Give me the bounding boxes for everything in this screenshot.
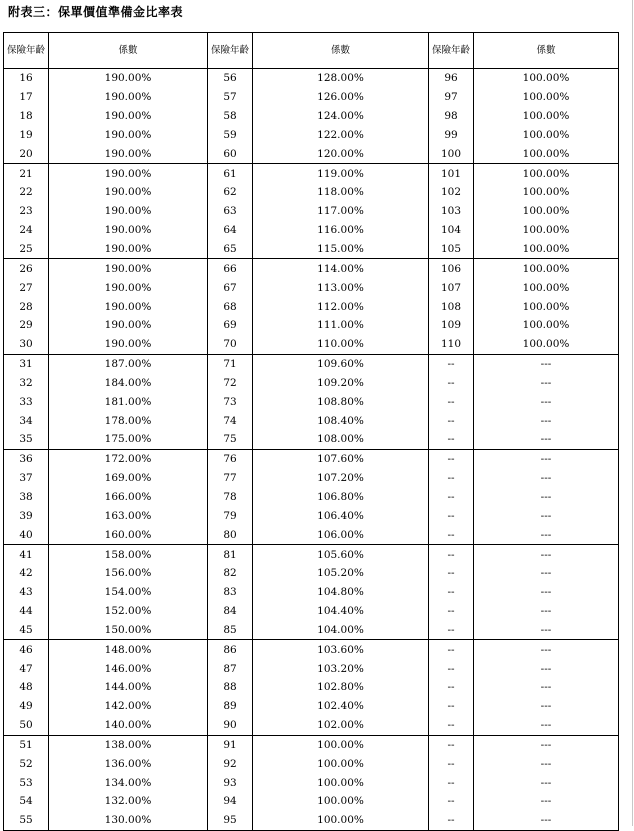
age-cell-2: 81 (208, 545, 253, 564)
age-cell-3: -- (429, 525, 474, 544)
age-cell-2: 68 (208, 297, 253, 316)
age-cell-1: 28 (4, 297, 49, 316)
table-row (4, 240, 619, 259)
age-cell-2: 84 (208, 602, 253, 621)
coef-cell-3: 100.00% (474, 297, 619, 316)
table-row (4, 88, 619, 107)
age-cell-1: 43 (4, 583, 49, 602)
age-cell-3: -- (429, 716, 474, 735)
age-cell-1: 38 (4, 488, 49, 507)
age-cell-1: 46 (4, 640, 49, 659)
age-cell-1: 34 (4, 411, 49, 430)
age-cell-1: 21 (4, 164, 49, 183)
coef-cell-2: 120.00% (253, 144, 429, 163)
coef-cell-3: --- (474, 811, 619, 830)
age-cell-1: 17 (4, 88, 49, 107)
coef-cell-1: 142.00% (49, 697, 208, 716)
coef-cell-1: 150.00% (49, 620, 208, 639)
coef-cell-2: 108.00% (253, 430, 429, 449)
age-cell-2: 69 (208, 316, 253, 335)
age-cell-3: -- (429, 792, 474, 811)
age-cell-1: 19 (4, 126, 49, 145)
table-row (4, 354, 619, 373)
age-cell-2: 94 (208, 792, 253, 811)
coef-cell-3: 100.00% (474, 335, 619, 354)
age-cell-2: 60 (208, 144, 253, 163)
coef-cell-1: 172.00% (49, 449, 208, 468)
coef-cell-3: --- (474, 488, 619, 507)
age-cell-2: 73 (208, 392, 253, 411)
age-cell-1: 53 (4, 773, 49, 792)
coef-cell-2: 106.00% (253, 525, 429, 544)
age-cell-2: 65 (208, 240, 253, 259)
coef-cell-2: 118.00% (253, 183, 429, 202)
coef-cell-3: --- (474, 506, 619, 525)
coef-cell-1: 138.00% (49, 735, 208, 754)
age-cell-2: 75 (208, 430, 253, 449)
age-cell-1: 31 (4, 354, 49, 373)
coef-cell-3: 100.00% (474, 202, 619, 221)
coef-cell-1: 190.00% (49, 240, 208, 259)
coef-cell-3: --- (474, 525, 619, 544)
coef-cell-1: 190.00% (49, 259, 208, 278)
age-cell-1: 51 (4, 735, 49, 754)
age-cell-3: -- (429, 564, 474, 583)
age-cell-1: 27 (4, 278, 49, 297)
age-cell-2: 90 (208, 716, 253, 735)
table-row (4, 164, 619, 183)
age-cell-3: 105 (429, 240, 474, 259)
coef-cell-1: 146.00% (49, 659, 208, 678)
coef-cell-3: --- (474, 469, 619, 488)
age-cell-1: 40 (4, 525, 49, 544)
age-cell-3: -- (429, 449, 474, 468)
age-cell-2: 89 (208, 697, 253, 716)
table-row (4, 525, 619, 544)
age-cell-3: 103 (429, 202, 474, 221)
age-cell-2: 61 (208, 164, 253, 183)
coef-cell-1: 175.00% (49, 430, 208, 449)
age-cell-2: 88 (208, 678, 253, 697)
age-cell-2: 64 (208, 221, 253, 240)
header-coef-3: 係數 (474, 33, 619, 69)
table-row (4, 545, 619, 564)
header-age-2: 保險年齡 (208, 33, 253, 69)
table-row (4, 278, 619, 297)
coef-cell-3: --- (474, 602, 619, 621)
table-row (4, 792, 619, 811)
table-row (4, 773, 619, 792)
coef-cell-1: 154.00% (49, 583, 208, 602)
age-cell-1: 18 (4, 107, 49, 126)
coef-cell-1: 190.00% (49, 69, 208, 88)
age-cell-1: 20 (4, 144, 49, 163)
coef-cell-3: 100.00% (474, 316, 619, 335)
age-cell-3: -- (429, 392, 474, 411)
coef-cell-3: 100.00% (474, 88, 619, 107)
coef-cell-1: 144.00% (49, 678, 208, 697)
age-cell-3: -- (429, 354, 474, 373)
table-row (4, 144, 619, 163)
age-cell-3: -- (429, 374, 474, 393)
coef-cell-3: 100.00% (474, 69, 619, 88)
coef-cell-3: --- (474, 374, 619, 393)
coef-cell-2: 126.00% (253, 88, 429, 107)
coef-cell-1: 190.00% (49, 278, 208, 297)
coef-cell-2: 128.00% (253, 69, 429, 88)
coef-cell-2: 100.00% (253, 735, 429, 754)
age-cell-1: 23 (4, 202, 49, 221)
coef-cell-3: --- (474, 354, 619, 373)
coef-cell-2: 102.40% (253, 697, 429, 716)
coef-cell-3: 100.00% (474, 278, 619, 297)
coef-cell-2: 107.60% (253, 449, 429, 468)
header-age-3: 保險年齡 (429, 33, 474, 69)
coef-cell-3: --- (474, 564, 619, 583)
coef-cell-1: 190.00% (49, 144, 208, 163)
coef-cell-3: 100.00% (474, 183, 619, 202)
coef-cell-2: 104.40% (253, 602, 429, 621)
table-row (4, 392, 619, 411)
coef-cell-3: 100.00% (474, 144, 619, 163)
table-row (4, 430, 619, 449)
coef-cell-2: 116.00% (253, 221, 429, 240)
age-cell-3: 96 (429, 69, 474, 88)
age-cell-3: 99 (429, 126, 474, 145)
age-cell-1: 22 (4, 183, 49, 202)
coef-cell-1: 190.00% (49, 164, 208, 183)
age-cell-3: 104 (429, 221, 474, 240)
age-cell-1: 50 (4, 716, 49, 735)
age-cell-1: 44 (4, 602, 49, 621)
coef-cell-1: 190.00% (49, 202, 208, 221)
age-cell-3: -- (429, 773, 474, 792)
age-cell-2: 83 (208, 583, 253, 602)
coef-cell-3: --- (474, 620, 619, 639)
age-cell-2: 59 (208, 126, 253, 145)
coef-cell-2: 107.20% (253, 469, 429, 488)
age-cell-3: 101 (429, 164, 474, 183)
coef-cell-2: 104.80% (253, 583, 429, 602)
age-cell-1: 29 (4, 316, 49, 335)
coef-cell-3: 100.00% (474, 259, 619, 278)
coef-cell-1: 190.00% (49, 335, 208, 354)
age-cell-2: 93 (208, 773, 253, 792)
coef-cell-2: 124.00% (253, 107, 429, 126)
age-cell-1: 49 (4, 697, 49, 716)
table-row (4, 411, 619, 430)
age-cell-1: 16 (4, 69, 49, 88)
coef-cell-1: 163.00% (49, 506, 208, 525)
coef-cell-2: 109.20% (253, 374, 429, 393)
coef-cell-3: --- (474, 678, 619, 697)
coef-cell-2: 104.00% (253, 620, 429, 639)
age-cell-2: 76 (208, 449, 253, 468)
coef-cell-2: 103.20% (253, 659, 429, 678)
coef-cell-2: 102.00% (253, 716, 429, 735)
age-cell-3: -- (429, 640, 474, 659)
age-cell-1: 35 (4, 430, 49, 449)
table-header-row (4, 33, 619, 69)
coef-cell-2: 105.60% (253, 545, 429, 564)
table-row (4, 335, 619, 354)
age-cell-3: 98 (429, 107, 474, 126)
table-row (4, 469, 619, 488)
age-cell-2: 80 (208, 525, 253, 544)
table-row (4, 564, 619, 583)
coef-cell-1: 190.00% (49, 221, 208, 240)
age-cell-2: 74 (208, 411, 253, 430)
coef-cell-3: --- (474, 697, 619, 716)
coef-cell-1: 178.00% (49, 411, 208, 430)
coef-cell-1: 140.00% (49, 716, 208, 735)
coef-cell-3: --- (474, 411, 619, 430)
coef-cell-3: --- (474, 716, 619, 735)
age-cell-1: 36 (4, 449, 49, 468)
coef-cell-1: 187.00% (49, 354, 208, 373)
age-cell-3: 100 (429, 144, 474, 163)
age-cell-3: 97 (429, 88, 474, 107)
coef-cell-3: 100.00% (474, 221, 619, 240)
coef-cell-2: 122.00% (253, 126, 429, 145)
age-cell-3: -- (429, 735, 474, 754)
header-coef-2: 係數 (253, 33, 429, 69)
coef-cell-2: 103.60% (253, 640, 429, 659)
coef-cell-2: 117.00% (253, 202, 429, 221)
age-cell-3: -- (429, 506, 474, 525)
age-cell-2: 63 (208, 202, 253, 221)
age-cell-3: -- (429, 411, 474, 430)
coef-cell-3: --- (474, 792, 619, 811)
coef-cell-1: 156.00% (49, 564, 208, 583)
age-cell-3: 109 (429, 316, 474, 335)
table-row (4, 602, 619, 621)
table-row (4, 183, 619, 202)
table-row (4, 640, 619, 659)
table-row (4, 697, 619, 716)
coef-cell-2: 110.00% (253, 335, 429, 354)
coef-cell-2: 119.00% (253, 164, 429, 183)
age-cell-2: 62 (208, 183, 253, 202)
coef-cell-2: 102.80% (253, 678, 429, 697)
coef-cell-1: 190.00% (49, 297, 208, 316)
age-cell-2: 77 (208, 469, 253, 488)
coef-cell-1: 148.00% (49, 640, 208, 659)
coef-cell-1: 190.00% (49, 88, 208, 107)
coef-cell-1: 166.00% (49, 488, 208, 507)
age-cell-3: -- (429, 659, 474, 678)
age-cell-2: 72 (208, 374, 253, 393)
table-row (4, 449, 619, 468)
age-cell-3: -- (429, 583, 474, 602)
table-row (4, 488, 619, 507)
coef-cell-1: 160.00% (49, 525, 208, 544)
age-cell-2: 57 (208, 88, 253, 107)
coef-cell-1: 184.00% (49, 374, 208, 393)
age-cell-1: 52 (4, 754, 49, 773)
table-row (4, 107, 619, 126)
age-cell-2: 67 (208, 278, 253, 297)
coef-cell-2: 111.00% (253, 316, 429, 335)
coef-cell-1: 132.00% (49, 792, 208, 811)
age-cell-2: 86 (208, 640, 253, 659)
coef-cell-1: 181.00% (49, 392, 208, 411)
coef-cell-1: 169.00% (49, 469, 208, 488)
age-cell-2: 79 (208, 506, 253, 525)
coef-cell-2: 106.40% (253, 506, 429, 525)
age-cell-3: 102 (429, 183, 474, 202)
coef-cell-3: 100.00% (474, 126, 619, 145)
coef-cell-3: 100.00% (474, 240, 619, 259)
age-cell-3: -- (429, 620, 474, 639)
table-row (4, 811, 619, 830)
coef-cell-1: 152.00% (49, 602, 208, 621)
table-row (4, 583, 619, 602)
table-row (4, 259, 619, 278)
coef-cell-1: 130.00% (49, 811, 208, 830)
age-cell-1: 48 (4, 678, 49, 697)
table-row (4, 754, 619, 773)
age-cell-2: 85 (208, 620, 253, 639)
coef-cell-2: 113.00% (253, 278, 429, 297)
age-cell-3: -- (429, 469, 474, 488)
table-row (4, 374, 619, 393)
age-cell-1: 24 (4, 221, 49, 240)
table-row (4, 620, 619, 639)
coef-cell-1: 158.00% (49, 545, 208, 564)
coef-cell-1: 190.00% (49, 183, 208, 202)
coef-cell-2: 106.80% (253, 488, 429, 507)
age-cell-2: 71 (208, 354, 253, 373)
age-cell-2: 70 (208, 335, 253, 354)
age-cell-3: 107 (429, 278, 474, 297)
age-cell-1: 41 (4, 545, 49, 564)
table-row (4, 69, 619, 88)
age-cell-2: 87 (208, 659, 253, 678)
age-cell-3: -- (429, 697, 474, 716)
table-row (4, 735, 619, 754)
coef-cell-3: --- (474, 754, 619, 773)
table-row (4, 716, 619, 735)
table-row (4, 202, 619, 221)
age-cell-1: 42 (4, 564, 49, 583)
coef-cell-1: 190.00% (49, 316, 208, 335)
age-cell-3: -- (429, 678, 474, 697)
age-cell-2: 78 (208, 488, 253, 507)
page-edge-line (632, 0, 633, 826)
age-cell-3: 108 (429, 297, 474, 316)
age-cell-3: -- (429, 754, 474, 773)
table-row (4, 126, 619, 145)
table-row (4, 678, 619, 697)
age-cell-2: 91 (208, 735, 253, 754)
header-coef-1: 係數 (49, 33, 208, 69)
coef-cell-2: 114.00% (253, 259, 429, 278)
age-cell-1: 45 (4, 620, 49, 639)
age-cell-2: 95 (208, 811, 253, 830)
age-cell-3: -- (429, 430, 474, 449)
age-cell-3: -- (429, 545, 474, 564)
table-row (4, 297, 619, 316)
coef-cell-2: 115.00% (253, 240, 429, 259)
coef-cell-3: --- (474, 430, 619, 449)
age-cell-2: 56 (208, 69, 253, 88)
age-cell-1: 25 (4, 240, 49, 259)
table-row (4, 659, 619, 678)
coef-cell-3: --- (474, 735, 619, 754)
coef-cell-1: 190.00% (49, 107, 208, 126)
reserve-ratio-table (3, 32, 619, 831)
age-cell-1: 37 (4, 469, 49, 488)
table-row (4, 221, 619, 240)
coef-cell-2: 100.00% (253, 773, 429, 792)
age-cell-1: 55 (4, 811, 49, 830)
coef-cell-2: 100.00% (253, 811, 429, 830)
age-cell-1: 30 (4, 335, 49, 354)
age-cell-2: 92 (208, 754, 253, 773)
table-body (4, 69, 619, 831)
coef-cell-2: 109.60% (253, 354, 429, 373)
coef-cell-3: --- (474, 449, 619, 468)
age-cell-3: 106 (429, 259, 474, 278)
coef-cell-3: --- (474, 773, 619, 792)
coef-cell-2: 100.00% (253, 792, 429, 811)
age-cell-1: 47 (4, 659, 49, 678)
coef-cell-2: 112.00% (253, 297, 429, 316)
coef-cell-1: 190.00% (49, 126, 208, 145)
age-cell-3: -- (429, 811, 474, 830)
header-age-1: 保險年齡 (4, 33, 49, 69)
coef-cell-1: 136.00% (49, 754, 208, 773)
table-row (4, 506, 619, 525)
age-cell-1: 39 (4, 506, 49, 525)
age-cell-2: 58 (208, 107, 253, 126)
age-cell-1: 54 (4, 792, 49, 811)
coef-cell-3: --- (474, 659, 619, 678)
age-cell-3: 110 (429, 335, 474, 354)
coef-cell-3: --- (474, 392, 619, 411)
age-cell-1: 33 (4, 392, 49, 411)
coef-cell-3: 100.00% (474, 164, 619, 183)
coef-cell-3: --- (474, 545, 619, 564)
coef-cell-3: --- (474, 640, 619, 659)
age-cell-1: 26 (4, 259, 49, 278)
age-cell-3: -- (429, 602, 474, 621)
table-row (4, 316, 619, 335)
age-cell-2: 82 (208, 564, 253, 583)
coef-cell-2: 108.40% (253, 411, 429, 430)
age-cell-2: 66 (208, 259, 253, 278)
coef-cell-2: 105.20% (253, 564, 429, 583)
age-cell-3: -- (429, 488, 474, 507)
age-cell-1: 32 (4, 374, 49, 393)
coef-cell-2: 108.80% (253, 392, 429, 411)
coef-cell-1: 134.00% (49, 773, 208, 792)
coef-cell-2: 100.00% (253, 754, 429, 773)
coef-cell-3: --- (474, 583, 619, 602)
page-title: 附表三：保單價值準備金比率表 (8, 5, 184, 19)
coef-cell-3: 100.00% (474, 107, 619, 126)
